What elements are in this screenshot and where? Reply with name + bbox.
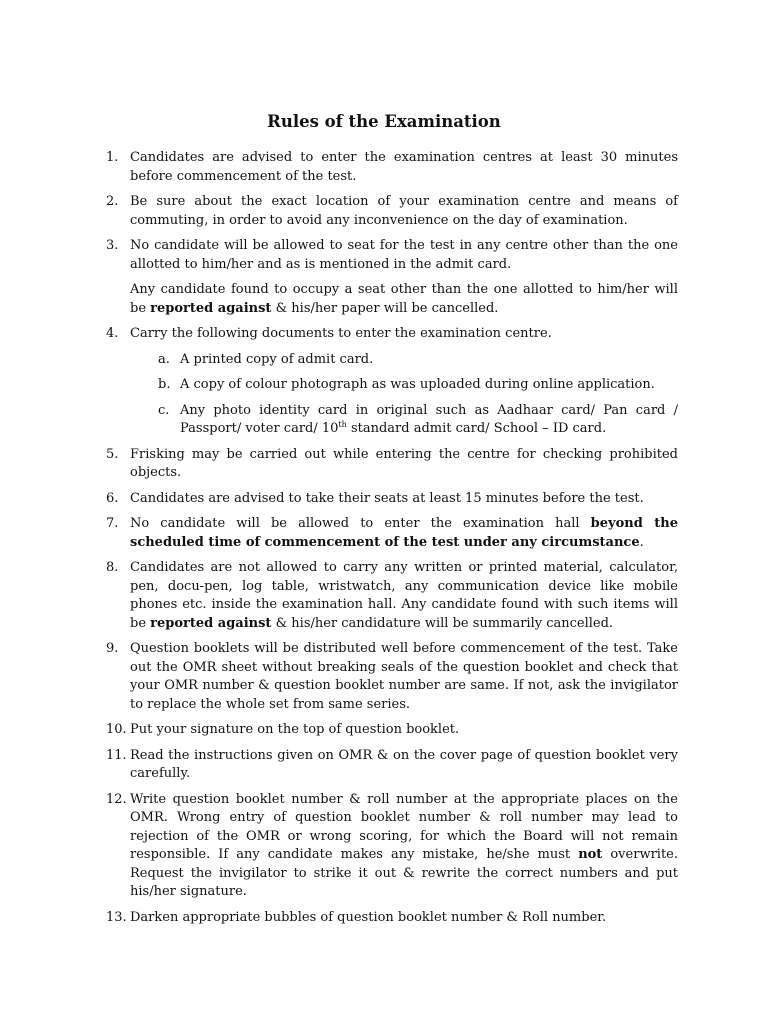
rule-number: 9. <box>106 641 119 656</box>
rule-text: Write question booklet number & roll number at the appropriate places on the OMR. Wrong entry of question booklet number & roll number may lead to rejection of the OMR or wrong scoring, for which the Board will not remain responsible. If any candidate makes any mistake, he/she must <box>130 791 678 862</box>
sublist-text: Any photo identity card in original such as Aadhaar card/ Pan card / Passport/ voter card/ 10 <box>180 402 678 436</box>
sublist-item <box>130 376 678 395</box>
rule-number: 13. <box>106 909 127 925</box>
rule-number: 10. <box>106 722 127 737</box>
rule-number: 5. <box>106 446 119 462</box>
rule-number: 6. <box>106 490 119 506</box>
rule-item <box>106 909 678 928</box>
rule-text: & his/her candidature will be summarily cancelled. <box>275 615 614 631</box>
rule-text: No candidate will be allowed to seat for the test in any centre other than the one allotted to him/her and as is mentioned in the admit card. <box>130 238 678 272</box>
rule-text: Candidates are not allowed to carry any written or printed material, calculator, pen, docu-pen, log table, wristwatch, any communication device like mobile phones etc. inside the examination hall. Any candidate found with such items will be <box>130 560 678 631</box>
rule-text: Candidates are advised to take their seats at least 15 minutes before the test. <box>130 490 644 506</box>
rule-text: overwrite. Request the invigilator to strike it out & rewrite the correct numbers and put his/her signature. <box>130 847 678 899</box>
page-title: Rules of the Examination <box>267 112 501 131</box>
rule-note-text: Any candidate found to occupy a seat other than the one allotted to him/her will be <box>130 282 678 316</box>
rule-note-emphasis: reported against <box>150 300 272 316</box>
rule-number: 1. <box>106 150 119 165</box>
rule-text: Candidates are advised to enter the examination centres at least 30 minutes before commencement of the test. <box>130 150 678 184</box>
rule-emphasis: beyond the scheduled time of commencement of the test under any circumstance <box>130 516 679 550</box>
sublist-text: A copy of colour photograph as was uploaded during online application. <box>180 377 655 392</box>
sublist-item <box>130 351 678 370</box>
rule-text: Read the instructions given on OMR & on the cover page of question booklet very carefully. <box>130 747 678 781</box>
rule-number: 2. <box>106 194 119 209</box>
rule-item <box>106 446 678 483</box>
rule-item <box>106 237 678 318</box>
rule-text: Put your signature on the top of question booklet. <box>130 722 460 737</box>
rule-number: 12. <box>106 791 127 807</box>
sublist-letter: a. <box>158 351 170 367</box>
rule-item <box>106 149 678 186</box>
document-sublist <box>130 351 678 439</box>
rule-note-text: & his/her paper will be cancelled. <box>275 300 499 316</box>
rule-text: . <box>639 534 644 550</box>
rule-item <box>106 490 678 509</box>
rule-note <box>130 281 678 318</box>
rule-number: 8. <box>106 560 119 575</box>
rule-text: Question booklets will be distributed well before commencement of the test. Take out the OMR sheet without breaking seals of the question booklet and check that your OMR number & question booklet number are same. If not, ask the invigilator to replace the whole set from same series. <box>130 641 678 712</box>
sublist-letter: c. <box>158 402 170 418</box>
rule-number: 3. <box>106 238 119 253</box>
rule-text: Carry the following documents to enter the examination centre. <box>130 326 552 341</box>
sublist-letter: b. <box>158 377 171 392</box>
rule-item <box>106 515 678 552</box>
rule-item <box>106 559 678 633</box>
rule-emphasis: reported against <box>150 615 272 631</box>
rule-item <box>106 747 678 784</box>
sublist-item <box>130 402 678 439</box>
rule-item <box>106 721 678 740</box>
rule-number: 4. <box>106 326 119 341</box>
rule-item <box>106 193 678 230</box>
rule-item <box>106 325 678 439</box>
rule-item <box>106 640 678 714</box>
rule-emphasis: not <box>578 847 603 862</box>
rule-number: 11. <box>106 747 127 763</box>
superscript-th: th <box>338 420 347 429</box>
sublist-text: A printed copy of admit card. <box>180 351 374 367</box>
rule-text: Frisking may be carried out while entering the centre for checking prohibited objects. <box>130 446 678 480</box>
rule-item <box>106 791 678 902</box>
rule-text: No candidate will be allowed to enter the examination hall <box>130 516 580 531</box>
sublist-text: standard admit card/ School – ID card. <box>350 421 607 436</box>
rules-list <box>106 149 678 934</box>
rule-text: Be sure about the exact location of your examination centre and means of commuting, in order to avoid any inconvenience on the day of examination. <box>130 194 678 228</box>
rule-text: Darken appropriate bubbles of question booklet number & Roll number. <box>130 909 607 925</box>
rule-number: 7. <box>106 516 119 531</box>
